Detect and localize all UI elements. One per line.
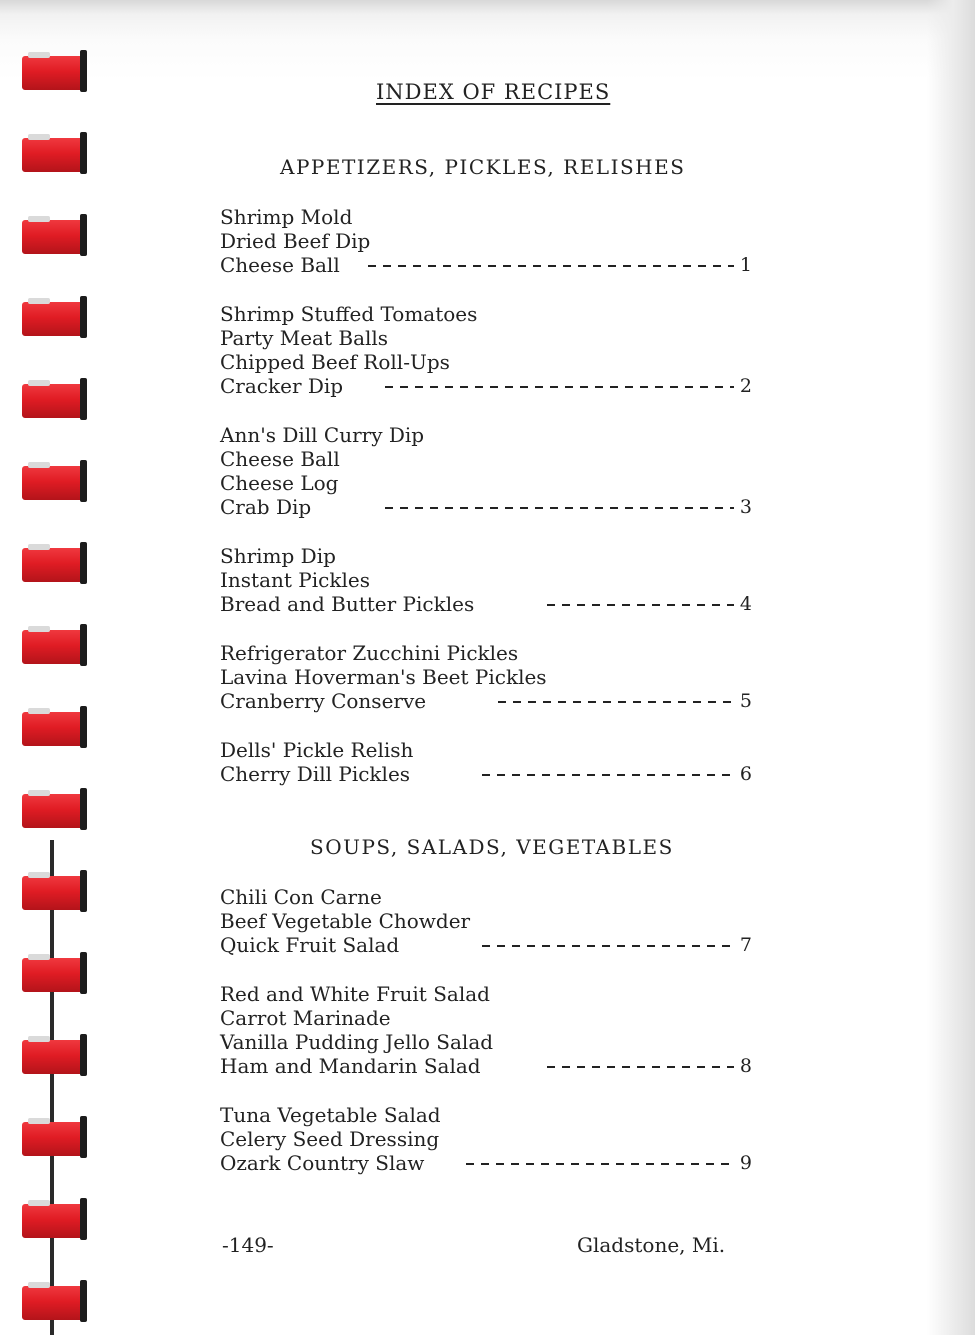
recipe-title: Chili Con Carne	[220, 885, 382, 909]
footer-location: Gladstone, Mi.	[577, 1233, 726, 1257]
page-number: 9	[739, 1152, 752, 1174]
binding-ring	[22, 296, 88, 338]
page-edge-shadow	[927, 0, 975, 1335]
recipe-title: Dells' Pickle Relish	[220, 738, 414, 762]
page-leader	[368, 253, 752, 277]
recipe-title: Cracker Dip	[220, 374, 344, 398]
binding-ring	[22, 1034, 88, 1076]
page-number: 5	[739, 690, 752, 712]
page-number: 7	[739, 934, 752, 956]
recipe-title: Cheese Ball	[220, 447, 340, 471]
dot-leader	[547, 604, 734, 606]
binding-ring	[22, 460, 88, 502]
recipe-title: Bread and Butter Pickles	[220, 592, 475, 616]
recipe-title: Ham and Mandarin Salad	[220, 1054, 481, 1078]
page-leader	[498, 689, 752, 713]
recipe-title: Crab Dip	[220, 495, 312, 519]
recipe-title: Chipped Beef Roll-Ups	[220, 350, 450, 374]
page-leader	[466, 1151, 752, 1175]
recipe-title: Beef Vegetable Chowder	[220, 909, 471, 933]
recipe-title: Ozark Country Slaw	[220, 1151, 425, 1175]
recipe-title: Lavina Hoverman's Beet Pickles	[220, 665, 547, 689]
page-leader	[547, 592, 752, 616]
page-number: 8	[739, 1055, 752, 1077]
recipe-title: Instant Pickles	[220, 568, 370, 592]
page-leader	[482, 762, 752, 786]
recipe-title: Carrot Marinade	[220, 1006, 391, 1030]
binding-ring	[22, 378, 88, 420]
recipe-title: Shrimp Dip	[220, 544, 336, 568]
section-heading: SOUPS, SALADS, VEGETABLES	[310, 835, 674, 859]
recipe-title: Party Meat Balls	[220, 326, 389, 350]
recipe-title: Quick Fruit Salad	[220, 933, 400, 957]
binding-ring	[22, 50, 88, 92]
dot-leader	[482, 945, 734, 947]
page-number: 4	[739, 593, 752, 615]
binding-ring	[22, 214, 88, 256]
page-leader	[385, 495, 752, 519]
binding-ring	[22, 542, 88, 584]
binding-wire	[50, 840, 54, 1335]
recipe-title: Dried Beef Dip	[220, 229, 371, 253]
recipe-title: Cheese Ball	[220, 253, 340, 277]
page-leader	[482, 933, 752, 957]
section-heading: APPETIZERS, PICKLES, RELISHES	[280, 155, 686, 179]
binding-ring	[22, 1198, 88, 1240]
recipe-title: Ann's Dill Curry Dip	[220, 423, 425, 447]
page-number: 3	[739, 496, 752, 518]
dot-leader	[482, 774, 734, 776]
dot-leader	[466, 1163, 734, 1165]
recipe-title: Red and White Fruit Salad	[220, 982, 490, 1006]
dot-leader	[547, 1066, 734, 1068]
binding-ring	[22, 788, 88, 830]
binding-ring	[22, 870, 88, 912]
recipe-title: Cherry Dill Pickles	[220, 762, 411, 786]
recipe-title: Tuna Vegetable Salad	[220, 1103, 441, 1127]
binding-ring	[22, 132, 88, 174]
dot-leader	[385, 386, 734, 388]
recipe-title: Shrimp Stuffed Tomatoes	[220, 302, 478, 326]
page-number: 6	[739, 763, 752, 785]
dot-leader	[385, 507, 734, 509]
recipe-title: Refrigerator Zucchini Pickles	[220, 641, 519, 665]
dot-leader	[368, 265, 734, 267]
binding-ring	[22, 706, 88, 748]
binding-ring	[22, 624, 88, 666]
page-title: INDEX OF RECIPES	[376, 80, 611, 104]
page-leader	[547, 1054, 752, 1078]
page-number: 2	[739, 375, 752, 397]
recipe-title: Vanilla Pudding Jello Salad	[220, 1030, 494, 1054]
recipe-title: Celery Seed Dressing	[220, 1127, 440, 1151]
recipe-title: Cheese Log	[220, 471, 339, 495]
binding-ring	[22, 952, 88, 994]
recipe-title: Shrimp Mold	[220, 205, 353, 229]
recipe-title: Cranberry Conserve	[220, 689, 427, 713]
page-leader	[385, 374, 752, 398]
binding-ring	[22, 1116, 88, 1158]
page-number: 1	[739, 254, 752, 276]
dot-leader	[498, 701, 734, 703]
binding-ring	[22, 1280, 88, 1322]
footer-page-number: -149-	[222, 1233, 274, 1257]
